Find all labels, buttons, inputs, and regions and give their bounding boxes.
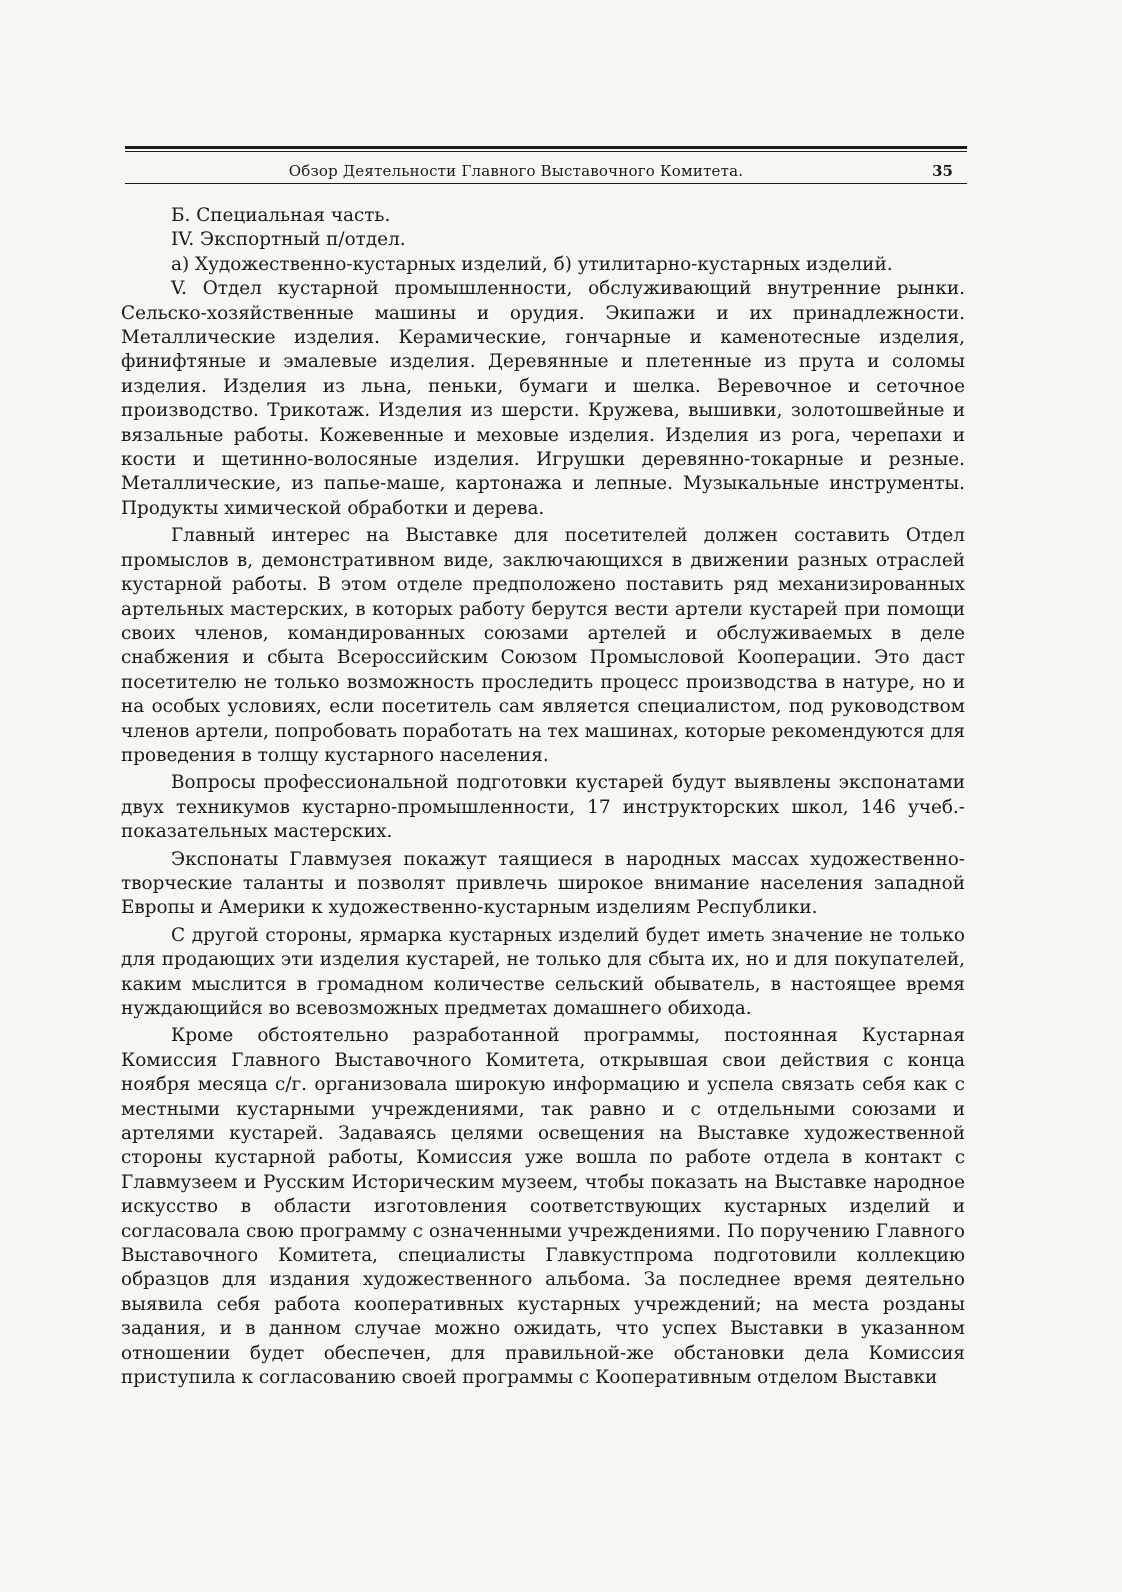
header-rule-bottom [125,183,967,184]
section-b-heading: Б. Специальная часть. [171,205,391,226]
body-text [121,204,965,1391]
paragraph-glavmuzey: Экспонаты Главмузея покажут таящиеся в народных массах художественно-творческие таланты и позволят привлечь широкое внимание населения западной Европы и Америки к художественно-кустарным изделиям Республики. [121,848,965,919]
section-iv-heading: IV. Экспортный п/отдел. [171,229,406,251]
header-rule-thin [125,151,967,152]
header-rule-thick [125,146,967,149]
section-v-paragraph: V. Отдел кустарной промышленности, обслуживающий внутренние рынки. Сельско-хозяйственные машины и орудия. Экипажи и их принадлежности. Металлические изделия. Керамические, гончарные и каменотесные изделия, финифтяные и эмалевые изделия. Деревянные и плетенные из прута и соломы изделия. Изделия из льна, пеньки, бумаги и шелка. Веревочное и сеточное производство. Трикотаж. Изделия из шерсти. Кружева, вышивки, золотошвейные и вязальные работы. Кожевенные и меховые изделия. Изделия из рога, черепахи и кости и щетинно-волосяные изделия. Игрушки деревянно-токарные и резные. Металлические, из папье-маше, картонажа и лепные. Музыкальные инструменты. Продукты химической обработки и дерева. [121,278,965,519]
paragraph-commission: Кроме обстоятельно разработанной программы, постоянная Кустарная Комиссия Главного Выставочного Комитета, открывшая свои действия с конца ноября месяца с/г. организовала широкую информацию и успела связать себя как с местными кустарными учреждениями, так равно и с отдельными союзами и артелями кустарей. Задаваясь целями освещения на Выставке художественной стороны кустарной работы, Комиссия уже вошла по работе отдела в контакт с Главмузеем и Русским Историческим музеем, чтобы показать на Выставке народное искусство в области изготовления соответствующих кустарных изделий и согласовала свою программу с означенными учреждениями. По поручению Главного Выставочного Комитета, специалисты Главкустпрома подготовили коллекцию образцов для издания художественного альбома. За последнее время деятельно выявила себя работа кооперативных кустарных учреждений; на места розданы задания, и в данном случае можно ожидать, что успех Выставки в указанном отношении будет обеспечен, для правильной-же обстановки дела Комиссия приступила к согласованию своей программы с Кооперативным отделом Выставки [121,1025,965,1389]
running-head [125,160,967,182]
paragraph-fair: С другой стороны, ярмарка кустарных изделий будет иметь значение не только для продающих эти изделия кустарей, не только для сбыта их, но и для покупателей, каким мыслится в громадном количестве сельский обыватель, в настоящее время нуждающийся во всевозможных предметах домашнего обихода. [121,924,965,1019]
page-number: 35 [932,162,953,180]
running-title: Обзор Деятельности Главного Выставочного Комитета. [288,162,744,180]
paragraph-training: Вопросы профессиональной подготовки кустарей будут выявлены экспонатами двух техникумов кустарно-промышленности, 17 инструкторских школ, 146 учеб.-показательных мастерских. [121,772,965,843]
section-iv-list: а) Художественно-кустарных изделий, б) утилитарно-кустарных изделий. [171,253,893,275]
paragraph-main-interest: Главный интерес на Выставке для посетителей должен составить Отдел промыслов в, демонстративном виде, заключающихся в движении разных отраслей кустарной работы. В этом отделе предположено поставить ряд механизированных артельных мастерских, в которых работу берутся вести артели кустарей при помощи своих членов, командированных союзами артелей и обслуживаемых в деле снабжения и сбыта Всероссийским Союзом Промысловой Кооперации. Это даст посетителю не только возможность проследить процесс производства в натуре, но и на особых условиях, если посетитель сам является специалистом, под руководством членов артели, попробовать поработать на тех машинах, которые рекомендуются для проведения в толщу кустарного населения. [121,525,965,766]
